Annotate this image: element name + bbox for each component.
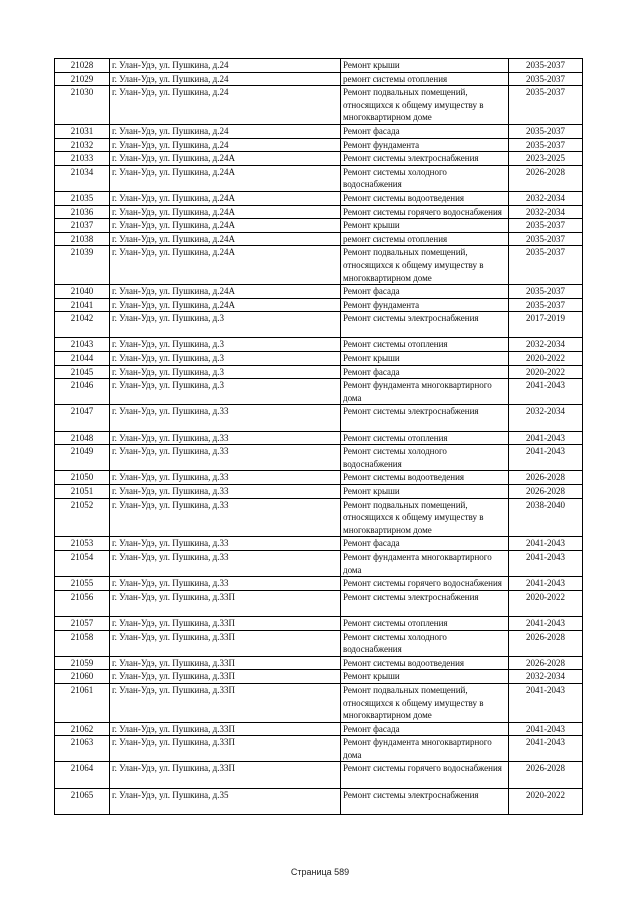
row-work-type: Ремонт системы горячего водоснабжения bbox=[341, 205, 509, 219]
table-row bbox=[55, 498, 583, 537]
row-period: 2035-2037 bbox=[509, 232, 583, 246]
row-work-type: Ремонт системы горячего водоснабжения bbox=[341, 577, 509, 591]
row-number: 21064 bbox=[55, 762, 110, 788]
table-row bbox=[55, 577, 583, 591]
row-period: 2020-2022 bbox=[509, 788, 583, 814]
row-work-type: Ремонт крыши bbox=[341, 59, 509, 73]
row-period: 2035-2037 bbox=[509, 124, 583, 138]
row-period: 2041-2043 bbox=[509, 550, 583, 576]
row-period: 2026-2028 bbox=[509, 485, 583, 499]
row-period: 2026-2028 bbox=[509, 656, 583, 670]
row-work-type: Ремонт фундамента bbox=[341, 138, 509, 152]
row-address: г. Улан-Удэ, ул. Пушкина, д.24А bbox=[110, 191, 341, 205]
table-row bbox=[55, 191, 583, 205]
row-period: 2032-2034 bbox=[509, 670, 583, 684]
row-period: 2032-2034 bbox=[509, 205, 583, 219]
row-number: 21054 bbox=[55, 550, 110, 576]
row-work-type: Ремонт системы отопления bbox=[341, 338, 509, 352]
row-address: г. Улан-Удэ, ул. Пушкина, д.3 bbox=[110, 338, 341, 352]
row-work-type: Ремонт системы электроснабжения bbox=[341, 152, 509, 166]
table-row bbox=[55, 762, 583, 788]
row-number: 21034 bbox=[55, 165, 110, 191]
row-period: 2035-2037 bbox=[509, 285, 583, 299]
row-work-type: Ремонт системы горячего водоснабжения bbox=[341, 762, 509, 788]
row-number: 21033 bbox=[55, 152, 110, 166]
row-number: 21048 bbox=[55, 431, 110, 445]
row-number: 21062 bbox=[55, 722, 110, 736]
row-address: г. Улан-Удэ, ул. Пушкина, д.33 bbox=[110, 498, 341, 537]
row-period: 2041-2043 bbox=[509, 431, 583, 445]
row-work-type: ремонт системы отопления bbox=[341, 72, 509, 86]
row-number: 21039 bbox=[55, 246, 110, 285]
table-row bbox=[55, 736, 583, 762]
row-number: 21060 bbox=[55, 670, 110, 684]
row-period: 2041-2043 bbox=[509, 577, 583, 591]
table-row bbox=[55, 485, 583, 499]
row-work-type: ремонт системы отопления bbox=[341, 232, 509, 246]
row-address: г. Улан-Удэ, ул. Пушкина, д.33П bbox=[110, 616, 341, 630]
table-row bbox=[55, 471, 583, 485]
repair-schedule-table bbox=[54, 58, 583, 815]
table-row bbox=[55, 165, 583, 191]
row-number: 21050 bbox=[55, 471, 110, 485]
row-number: 21029 bbox=[55, 72, 110, 86]
row-work-type: Ремонт фасада bbox=[341, 285, 509, 299]
row-address: г. Улан-Удэ, ул. Пушкина, д.24А bbox=[110, 165, 341, 191]
row-period: 2032-2034 bbox=[509, 338, 583, 352]
row-work-type: Ремонт фасада bbox=[341, 124, 509, 138]
row-address: г. Улан-Удэ, ул. Пушкина, д.33П bbox=[110, 590, 341, 616]
row-period: 2032-2034 bbox=[509, 405, 583, 431]
row-work-type: Ремонт подвальных помещений, относящихся к общему имуществу в многоквартирном доме bbox=[341, 683, 509, 722]
row-work-type: Ремонт фасада bbox=[341, 537, 509, 551]
row-number: 21059 bbox=[55, 656, 110, 670]
row-period: 2035-2037 bbox=[509, 298, 583, 312]
row-period: 2041-2043 bbox=[509, 722, 583, 736]
row-work-type: Ремонт крыши bbox=[341, 219, 509, 233]
table-row bbox=[55, 59, 583, 73]
row-number: 21028 bbox=[55, 59, 110, 73]
row-period: 2041-2043 bbox=[509, 445, 583, 471]
row-address: г. Улан-Удэ, ул. Пушкина, д.24А bbox=[110, 219, 341, 233]
table-row bbox=[55, 616, 583, 630]
row-address: г. Улан-Удэ, ул. Пушкина, д.33 bbox=[110, 550, 341, 576]
table-row bbox=[55, 722, 583, 736]
row-work-type: Ремонт системы отопления bbox=[341, 431, 509, 445]
row-work-type: Ремонт крыши bbox=[341, 352, 509, 366]
row-period: 2026-2028 bbox=[509, 165, 583, 191]
row-number: 21044 bbox=[55, 352, 110, 366]
row-number: 21041 bbox=[55, 298, 110, 312]
table-body bbox=[55, 59, 583, 815]
row-work-type: Ремонт системы холодного водоснабжения bbox=[341, 630, 509, 656]
row-address: г. Улан-Удэ, ул. Пушкина, д.33П bbox=[110, 722, 341, 736]
row-work-type: Ремонт системы водоотведения bbox=[341, 656, 509, 670]
row-work-type: Ремонт системы отопления bbox=[341, 616, 509, 630]
table-row bbox=[55, 138, 583, 152]
row-work-type: Ремонт системы электроснабжения bbox=[341, 590, 509, 616]
row-work-type: Ремонт крыши bbox=[341, 485, 509, 499]
table-row bbox=[55, 788, 583, 814]
row-number: 21042 bbox=[55, 312, 110, 338]
row-period: 2026-2028 bbox=[509, 630, 583, 656]
row-period: 2041-2043 bbox=[509, 379, 583, 405]
row-address: г. Улан-Удэ, ул. Пушкина, д.24А bbox=[110, 285, 341, 299]
row-number: 21065 bbox=[55, 788, 110, 814]
row-period: 2020-2022 bbox=[509, 365, 583, 379]
table-row bbox=[55, 298, 583, 312]
table-row bbox=[55, 656, 583, 670]
row-number: 21043 bbox=[55, 338, 110, 352]
row-period: 2035-2037 bbox=[509, 219, 583, 233]
row-work-type: Ремонт системы электроснабжения bbox=[341, 312, 509, 338]
row-work-type: Ремонт подвальных помещений, относящихся к общему имуществу в многоквартирном доме bbox=[341, 498, 509, 537]
row-number: 21051 bbox=[55, 485, 110, 499]
row-number: 21037 bbox=[55, 219, 110, 233]
table-row bbox=[55, 365, 583, 379]
row-number: 21038 bbox=[55, 232, 110, 246]
row-work-type: Ремонт системы электроснабжения bbox=[341, 405, 509, 431]
table-row bbox=[55, 72, 583, 86]
row-address: г. Улан-Удэ, ул. Пушкина, д.24 bbox=[110, 138, 341, 152]
row-address: г. Улан-Удэ, ул. Пушкина, д.33 bbox=[110, 485, 341, 499]
row-address: г. Улан-Удэ, ул. Пушкина, д.3 bbox=[110, 379, 341, 405]
row-address: г. Улан-Удэ, ул. Пушкина, д.33 bbox=[110, 405, 341, 431]
row-work-type: Ремонт подвальных помещений, относящихся к общему имуществу в многоквартирном доме bbox=[341, 246, 509, 285]
table-row bbox=[55, 352, 583, 366]
table-row bbox=[55, 445, 583, 471]
row-address: г. Улан-Удэ, ул. Пушкина, д.24А bbox=[110, 246, 341, 285]
table-row bbox=[55, 590, 583, 616]
row-number: 21045 bbox=[55, 365, 110, 379]
table-row bbox=[55, 152, 583, 166]
row-address: г. Улан-Удэ, ул. Пушкина, д.33П bbox=[110, 670, 341, 684]
row-address: г. Улан-Удэ, ул. Пушкина, д.24А bbox=[110, 152, 341, 166]
row-address: г. Улан-Удэ, ул. Пушкина, д.33П bbox=[110, 762, 341, 788]
row-work-type: Ремонт фасада bbox=[341, 365, 509, 379]
row-work-type: Ремонт системы водоотведения bbox=[341, 471, 509, 485]
row-period: 2041-2043 bbox=[509, 616, 583, 630]
row-number: 21036 bbox=[55, 205, 110, 219]
table-row bbox=[55, 537, 583, 551]
row-number: 21063 bbox=[55, 736, 110, 762]
row-address: г. Улан-Удэ, ул. Пушкина, д.3 bbox=[110, 312, 341, 338]
row-address: г. Улан-Удэ, ул. Пушкина, д.24 bbox=[110, 72, 341, 86]
row-number: 21049 bbox=[55, 445, 110, 471]
row-period: 2020-2022 bbox=[509, 352, 583, 366]
row-address: г. Улан-Удэ, ул. Пушкина, д.33 bbox=[110, 537, 341, 551]
row-work-type: Ремонт фасада bbox=[341, 722, 509, 736]
row-period: 2035-2037 bbox=[509, 246, 583, 285]
table-row bbox=[55, 683, 583, 722]
row-period: 2041-2043 bbox=[509, 537, 583, 551]
row-period: 2026-2028 bbox=[509, 471, 583, 485]
row-period: 2035-2037 bbox=[509, 138, 583, 152]
table-row bbox=[55, 405, 583, 431]
row-address: г. Улан-Удэ, ул. Пушкина, д.33 bbox=[110, 577, 341, 591]
row-period: 2032-2034 bbox=[509, 191, 583, 205]
row-period: 2041-2043 bbox=[509, 736, 583, 762]
row-number: 21031 bbox=[55, 124, 110, 138]
row-number: 21056 bbox=[55, 590, 110, 616]
row-period: 2035-2037 bbox=[509, 72, 583, 86]
row-address: г. Улан-Удэ, ул. Пушкина, д.33П bbox=[110, 630, 341, 656]
row-period: 2020-2022 bbox=[509, 590, 583, 616]
row-address: г. Улан-Удэ, ул. Пушкина, д.33П bbox=[110, 683, 341, 722]
table-row bbox=[55, 285, 583, 299]
table-row bbox=[55, 431, 583, 445]
row-work-type: Ремонт фундамента bbox=[341, 298, 509, 312]
row-period: 2041-2043 bbox=[509, 683, 583, 722]
row-address: г. Улан-Удэ, ул. Пушкина, д.24А bbox=[110, 232, 341, 246]
row-address: г. Улан-Удэ, ул. Пушкина, д.24 bbox=[110, 124, 341, 138]
row-number: 21032 bbox=[55, 138, 110, 152]
row-period: 2035-2037 bbox=[509, 86, 583, 125]
row-period: 2038-2040 bbox=[509, 498, 583, 537]
row-address: г. Улан-Удэ, ул. Пушкина, д.33 bbox=[110, 471, 341, 485]
table-row bbox=[55, 379, 583, 405]
row-address: г. Улан-Удэ, ул. Пушкина, д.33 bbox=[110, 431, 341, 445]
row-number: 21030 bbox=[55, 86, 110, 125]
row-work-type: Ремонт крыши bbox=[341, 670, 509, 684]
row-work-type: Ремонт фундамента многоквартирного дома bbox=[341, 736, 509, 762]
table-row bbox=[55, 338, 583, 352]
row-work-type: Ремонт системы холодного водоснабжения bbox=[341, 445, 509, 471]
row-number: 21035 bbox=[55, 191, 110, 205]
row-address: г. Улан-Удэ, ул. Пушкина, д.33П bbox=[110, 736, 341, 762]
table-row bbox=[55, 86, 583, 125]
table-row bbox=[55, 312, 583, 338]
row-address: г. Улан-Удэ, ул. Пушкина, д.3 bbox=[110, 352, 341, 366]
row-work-type: Ремонт системы холодного водоснабжения bbox=[341, 165, 509, 191]
row-number: 21046 bbox=[55, 379, 110, 405]
row-address: г. Улан-Удэ, ул. Пушкина, д.3 bbox=[110, 365, 341, 379]
row-address: г. Улан-Удэ, ул. Пушкина, д.33 bbox=[110, 445, 341, 471]
page-number: Страница 589 bbox=[290, 867, 350, 877]
row-number: 21047 bbox=[55, 405, 110, 431]
row-address: г. Улан-Удэ, ул. Пушкина, д.24 bbox=[110, 86, 341, 125]
row-address: г. Улан-Удэ, ул. Пушкина, д.24А bbox=[110, 298, 341, 312]
row-work-type: Ремонт фундамента многоквартирного дома bbox=[341, 550, 509, 576]
table-row bbox=[55, 124, 583, 138]
row-number: 21040 bbox=[55, 285, 110, 299]
row-address: г. Улан-Удэ, ул. Пушкина, д.35 bbox=[110, 788, 341, 814]
row-period: 2035-2037 bbox=[509, 59, 583, 73]
row-address: г. Улан-Удэ, ул. Пушкина, д.33П bbox=[110, 656, 341, 670]
row-number: 21061 bbox=[55, 683, 110, 722]
row-address: г. Улан-Удэ, ул. Пушкина, д.24 bbox=[110, 59, 341, 73]
table-row bbox=[55, 670, 583, 684]
table-row bbox=[55, 246, 583, 285]
table-row bbox=[55, 630, 583, 656]
row-number: 21058 bbox=[55, 630, 110, 656]
row-period: 2023-2025 bbox=[509, 152, 583, 166]
row-work-type: Ремонт системы водоотведения bbox=[341, 191, 509, 205]
row-number: 21052 bbox=[55, 498, 110, 537]
row-number: 21053 bbox=[55, 537, 110, 551]
table-row bbox=[55, 219, 583, 233]
row-work-type: Ремонт системы электроснабжения bbox=[341, 788, 509, 814]
row-work-type: Ремонт подвальных помещений, относящихся к общему имуществу в многоквартирном доме bbox=[341, 86, 509, 125]
row-number: 21057 bbox=[55, 616, 110, 630]
row-period: 2017-2019 bbox=[509, 312, 583, 338]
table-row bbox=[55, 205, 583, 219]
row-work-type: Ремонт фундамента многоквартирного дома bbox=[341, 379, 509, 405]
table-row bbox=[55, 232, 583, 246]
row-address: г. Улан-Удэ, ул. Пушкина, д.24А bbox=[110, 205, 341, 219]
row-period: 2026-2028 bbox=[509, 762, 583, 788]
table-row bbox=[55, 550, 583, 576]
row-number: 21055 bbox=[55, 577, 110, 591]
